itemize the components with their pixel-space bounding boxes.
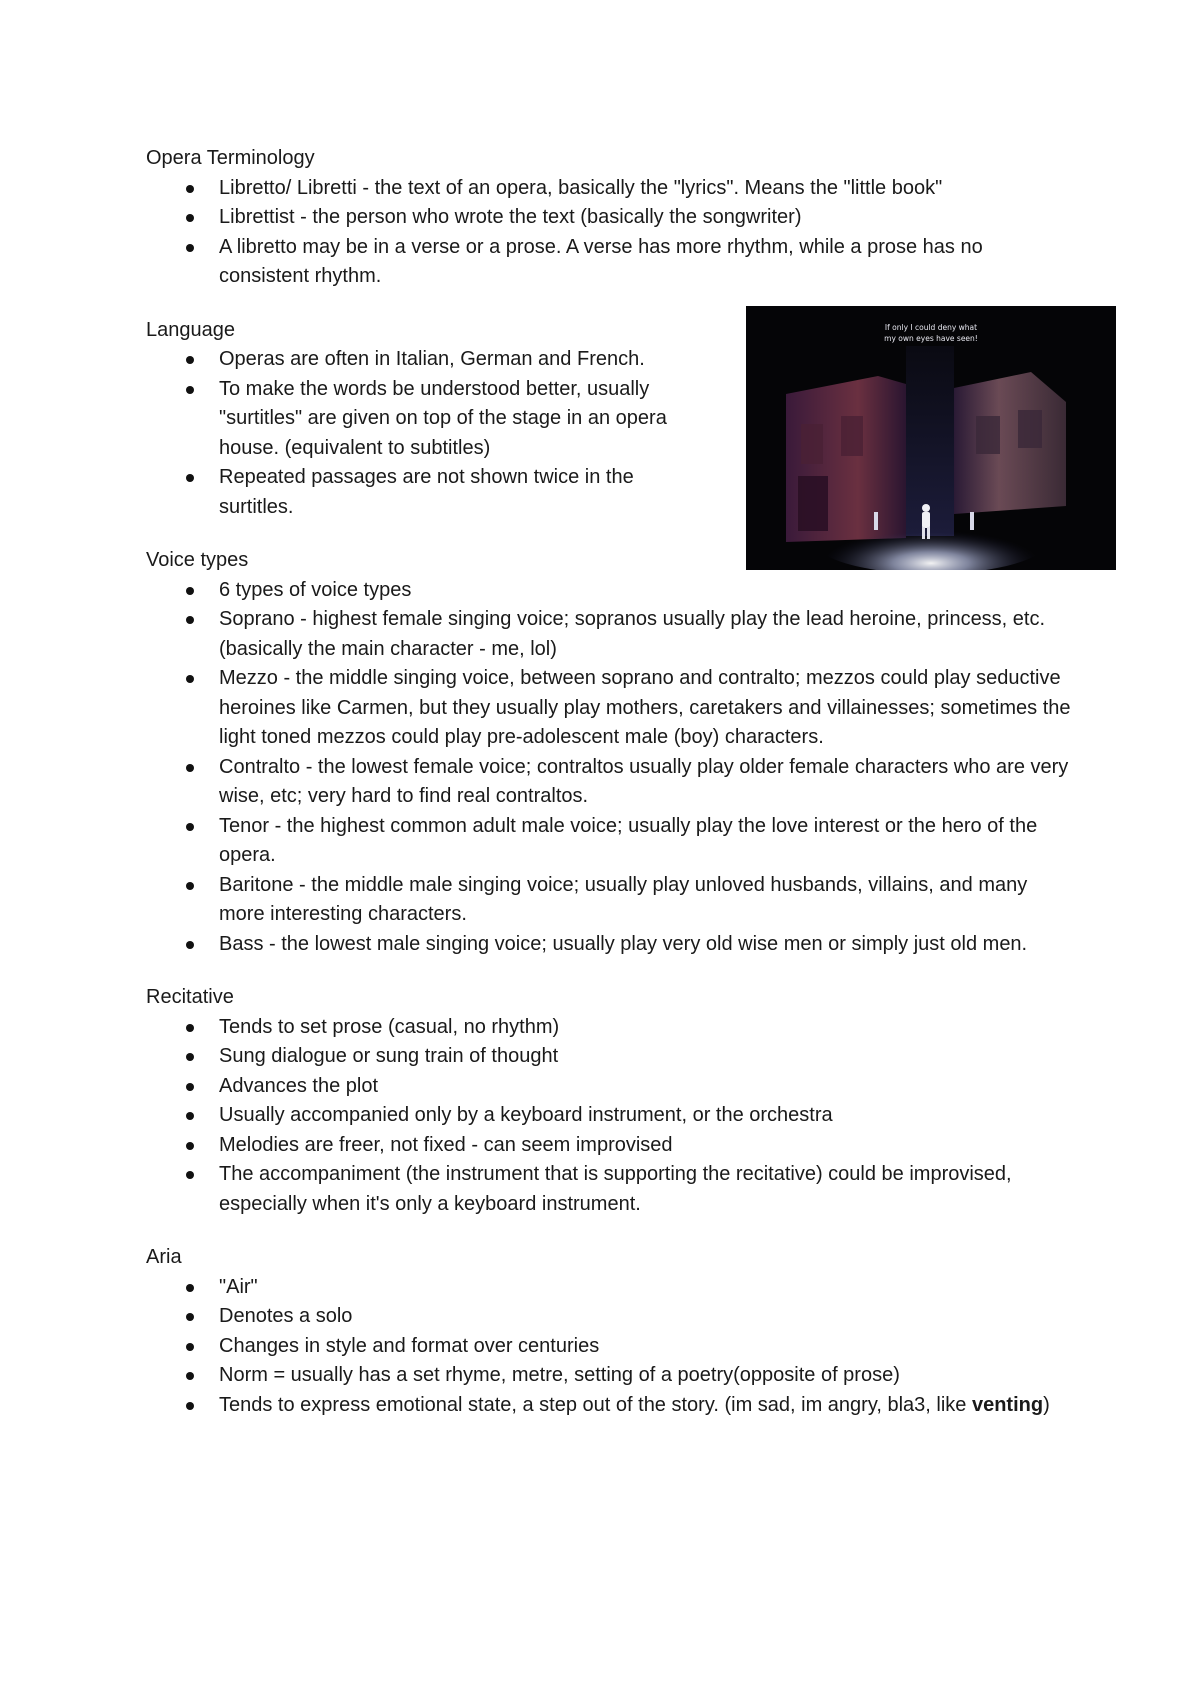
list-item-text: Melodies are freer, not fixed - can seem improvised [219, 1133, 673, 1156]
list-item-text: Baritone - the middle male singing voice; usually play unloved husbands, villains, and many more interesting characters. [219, 873, 1028, 925]
list-item [146, 1361, 1076, 1391]
list-item-text: "Air" [219, 1275, 258, 1298]
list-item [146, 576, 1076, 606]
bullet-icon [186, 1142, 194, 1150]
list-item [146, 1131, 1076, 1161]
list-item-text: Soprano - highest female singing voice; sopranos usually play the lead heroine, princess, etc. (basically the main character - me, lol) [219, 608, 1046, 660]
list-item-text: Usually accompanied only by a keyboard instrument, or the orchestra [219, 1104, 833, 1126]
list-item-text-end: ) [1043, 1393, 1050, 1416]
bullet-icon [186, 356, 194, 364]
bullet-icon [186, 1083, 194, 1091]
bullet-icon [186, 1024, 194, 1032]
bullet-icon [186, 1284, 194, 1292]
list-item-text: Norm = usually has a set rhyme, metre, setting of a poetry(opposite of prose) [219, 1364, 900, 1386]
list-item [146, 1302, 1076, 1332]
list-item [146, 1042, 1076, 1072]
list-item [146, 1101, 1076, 1131]
bullet-icon [186, 1171, 194, 1179]
list-item [146, 1072, 1076, 1102]
section-heading: Aria [146, 1246, 182, 1268]
list-item-text: Operas are often in Italian, German and French. [219, 348, 645, 370]
bold-emphasis: venting [971, 1393, 1044, 1416]
list-item-text: Denotes a solo [219, 1305, 353, 1327]
list-item-text: Tends to express emotional state, a step out of the story. (im sad, im angry, bla3, like [219, 1393, 972, 1416]
bullet-icon [186, 675, 194, 683]
list-item [146, 605, 1076, 664]
list-item-text: Advances the plot [219, 1074, 378, 1097]
section-opera-terminology [146, 144, 1076, 292]
bullet-icon [186, 1112, 194, 1120]
bullet-list [146, 576, 1076, 960]
list-item-text: A libretto may be in a verse or a prose. A verse has more rhythm, while a prose has no consistent rhythm. [219, 235, 983, 287]
right-wall-shape [954, 372, 1066, 514]
list-item [146, 930, 1076, 960]
list-item [146, 1160, 1076, 1219]
list-item-text: Librettist - the person who wrote the text (basically the songwriter) [219, 206, 802, 228]
bullet-icon [186, 1053, 194, 1061]
list-item-text: Contralto - the lowest female voice; contraltos usually play older female characters who are very wise, etc; very hard to find real contraltos. [219, 755, 1069, 807]
bullet-icon [186, 244, 194, 252]
bullet-icon [186, 185, 194, 193]
section-heading: Language [146, 318, 235, 341]
list-item [146, 753, 1076, 812]
section-heading: Recitative [146, 986, 234, 1008]
list-item [146, 463, 689, 522]
list-item-text: Tenor - the highest common adult male voice; usually play the love interest or the hero of the opera. [219, 814, 1038, 866]
opera-stage-photo [746, 306, 1116, 570]
list-item-text: Mezzo - the middle singing voice, between soprano and contralto; mezzos could play seductive heroines like Carmen, but they usually play mothers, caretakers and villainesses; sometimes the light toned mezzos could play pre-adolescent male (boy) characters. [219, 667, 1071, 748]
bullet-icon [186, 941, 194, 949]
list-item [146, 233, 1076, 292]
section-heading: Opera Terminology [146, 147, 315, 169]
list-item [146, 1332, 1076, 1362]
bullet-icon [186, 882, 194, 890]
bullet-icon [186, 616, 194, 624]
bullet-icon [186, 474, 194, 482]
list-item-text: 6 types of voice types [219, 578, 412, 601]
section-aria [146, 1243, 1076, 1420]
list-item [146, 871, 1076, 930]
bullet-icon [186, 214, 194, 222]
list-item-text: To make the words be understood better, usually "surtitles" are given on top of the stage in an opera house. (equivalent to subtitles) [219, 377, 667, 459]
bullet-icon [186, 1343, 194, 1351]
list-item [146, 345, 689, 375]
list-item [146, 1273, 1076, 1303]
section-voice-types [146, 546, 1076, 959]
bullet-icon [186, 823, 194, 831]
bullet-icon [186, 1313, 194, 1321]
bullet-icon [186, 764, 194, 772]
bullet-list [146, 1013, 1076, 1220]
section-recitative [146, 983, 1076, 1219]
list-item [146, 375, 689, 464]
list-item [146, 174, 1076, 204]
bullet-icon [186, 386, 194, 394]
list-item-text: Tends to set prose (casual, no rhythm) [219, 1015, 560, 1038]
bullet-icon [186, 1402, 194, 1410]
list-item-text: Repeated passages are not shown twice in the surtitles. [219, 466, 634, 518]
bullet-list [146, 1273, 1076, 1421]
bullet-icon [186, 587, 194, 595]
list-item-text: Sung dialogue or sung train of thought [219, 1045, 559, 1067]
list-item [146, 1391, 1076, 1421]
list-item [146, 1013, 1076, 1043]
bullet-icon [186, 1372, 194, 1380]
surtitle-line: my own eyes have seen! [884, 334, 978, 343]
list-item [146, 812, 1076, 871]
list-item [146, 664, 1076, 753]
stage-illustration [746, 306, 1116, 570]
section-heading: Voice types [146, 549, 249, 571]
list-item [146, 203, 1076, 233]
list-item-text: Bass - the lowest male singing voice; usually play very old wise men or simply just old men. [219, 932, 1028, 955]
bullet-list [146, 174, 1076, 292]
surtitle-line: If only I could deny what [884, 323, 978, 332]
list-item-text: The accompaniment (the instrument that is supporting the recitative) could be improvised, especially when it's only a keyboard instrument. [219, 1163, 1012, 1215]
list-item-text: Libretto/ Libretti - the text of an opera, basically the "lyrics". Means the "little book" [219, 176, 943, 199]
surtitle-text [746, 322, 1116, 344]
list-item-text: Changes in style and format over centuries [219, 1334, 600, 1357]
